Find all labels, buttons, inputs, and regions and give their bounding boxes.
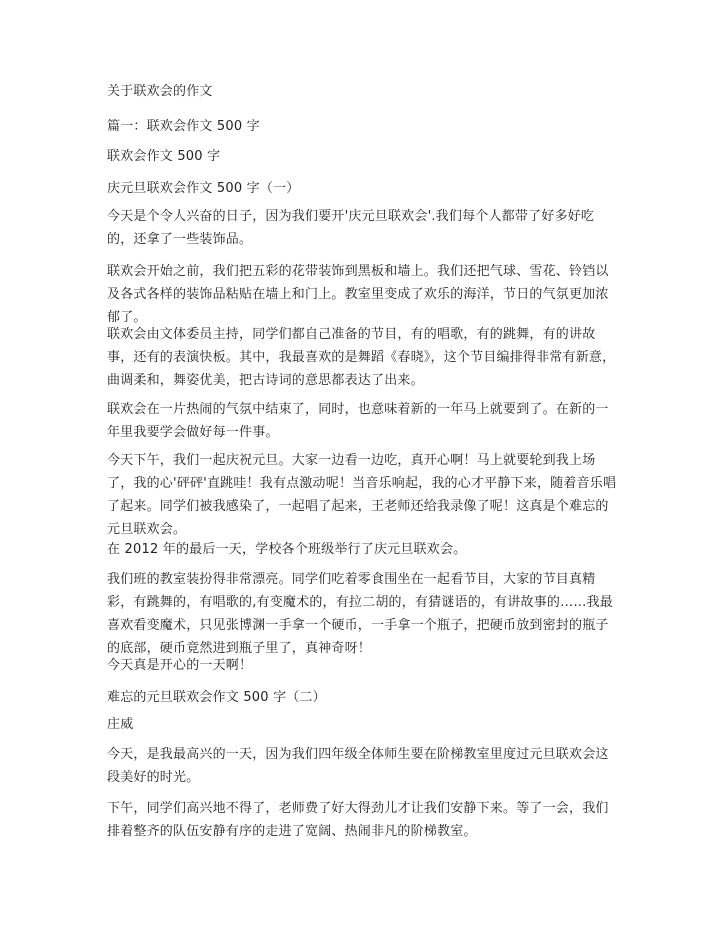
paragraph: 今天真是开心的一天啊！ bbox=[107, 658, 253, 673]
paragraph: 在 2012 年的最后一天，学校各个班级举行了庆元旦联欢会。 bbox=[107, 542, 467, 557]
paragraph: 联欢会由文体委员主持，同学们都自己准备的节目，有的唱歌，有的跳舞，有的讲故事，还有的表演快板。其中，我最喜欢的是舞蹈《春晓》，这个节目编排得非常有新意，曲调柔和，舞姿优美，把古诗词的意思都表达了出来。 bbox=[107, 327, 616, 388]
author-name: 庄威 bbox=[107, 717, 134, 732]
paragraph: 联欢会开始之前，我们把五彩的花带装饰到黑板和墙上。我们还把气球、雪花、铃铛以及各式各样的装饰品粘贴在墙上和门上。教室里变成了欢乐的海洋，节日的气氛更加浓郁了。 bbox=[107, 264, 609, 325]
paragraph: 今天下午，我们一起庆祝元旦。大家一边看一边吃，真开心啊！马上就要轮到我上场了，我的心'砰砰'直跳哇！我有点激动呢！当音乐响起，我的心才平静下来，随着音乐唱了起来。同学们被我感染了，一起唱了起来，王老师还给我录像了呢！这真是个难忘的元旦联欢会。 bbox=[107, 453, 617, 537]
paragraph: 下午，同学们高兴地不得了，老师费了好大得劲儿才让我们安静下来。等了一会，我们排着整齐的队伍安静有序的走进了宽阔、热闹非凡的阶梯教室。 bbox=[107, 801, 609, 839]
paragraph: 联欢会在一片热闹的气氛中结束了，同时，也意味着新的一年马上就要到了。在新的一年里我要学会做好每一件事。 bbox=[107, 402, 609, 440]
paragraph: 今天是个令人兴奋的日子，因为我们要开'庆元旦联欢会'.我们每个人都带了好多好吃的，还拿了一些装饰品。 bbox=[107, 209, 595, 247]
paragraph: 今天，是我最高兴的一天，因为我们四年级全体师生要在阶梯教室里度过元旦联欢会这段美好的时光。 bbox=[107, 747, 609, 785]
paragraph: 我们班的教室装扮得非常漂亮。同学们吃着零食围坐在一起看节目，大家的节目真精彩，有跳舞的，有唱歌的,有变魔术的，有拉二胡的，有猜谜语的，有讲故事的……我最喜欢看变魔术，只见张博渊一手拿一个硬币，一手拿一个瓶子，把硬币放到密封的瓶子的底部，硬币竟然进到瓶子里了，真神奇呀！ bbox=[107, 572, 613, 656]
sub-heading: 联欢会作文 500 字 bbox=[107, 149, 221, 164]
essay-title-2: 难忘的元旦联欢会作文 500 字（二） bbox=[107, 690, 326, 705]
document-title: 关于联欢会的作文 bbox=[107, 84, 213, 99]
essay-title-1: 庆元旦联欢会作文 500 字（一） bbox=[107, 181, 300, 196]
section-heading: 篇一：联欢会作文 500 字 bbox=[107, 119, 260, 134]
